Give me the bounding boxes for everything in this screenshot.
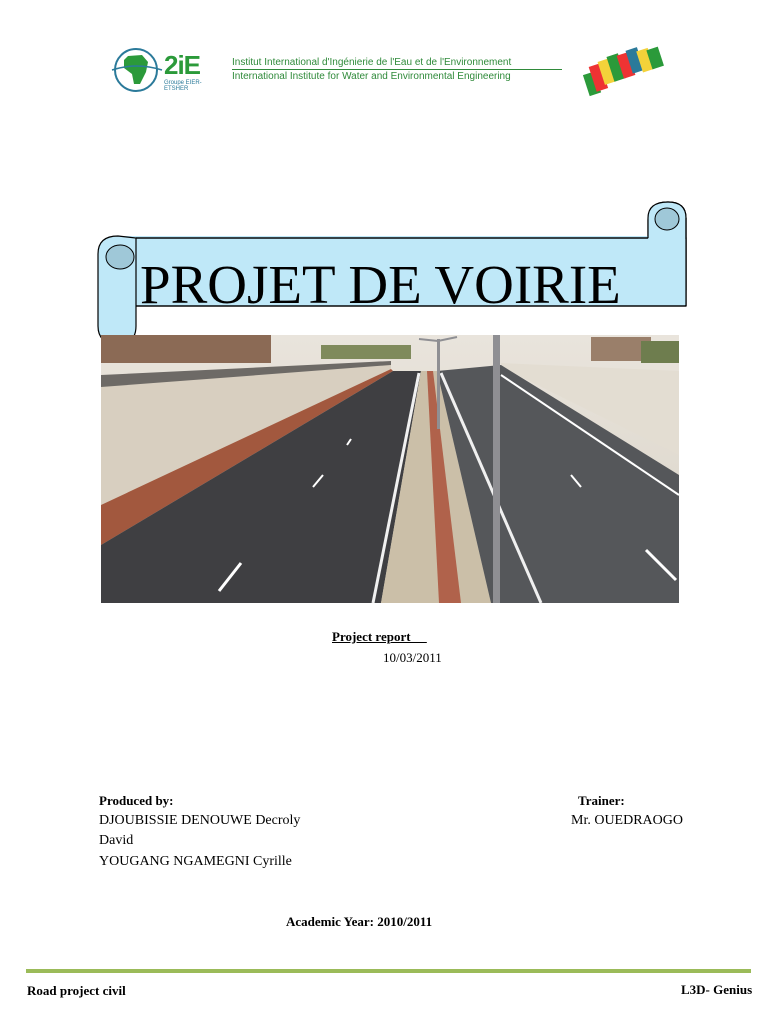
report-date: 10/03/2011 <box>383 650 442 665</box>
flags-icon <box>578 44 672 100</box>
institute-name-en: International Institute for Water and Environmental Engineering <box>232 71 511 82</box>
school-logo <box>110 44 210 94</box>
trainer-name: Mr. OUEDRAOGO <box>571 813 683 828</box>
footer-divider <box>26 969 751 973</box>
logo-subtext: Groupe EIER-ETSHER <box>164 80 202 92</box>
logo-text: 2iE <box>164 50 201 80</box>
footer-left-text: Road project civil <box>27 983 126 998</box>
produced-by-label: Produced by: <box>99 793 174 808</box>
road-photo <box>101 335 679 603</box>
author-name: YOUGANG NGAMEGNI Cyrille <box>99 854 292 869</box>
institute-name-fr: Institut International d'Ingénierie de l'Eau et de l'Environnement <box>232 56 562 70</box>
author-name: David <box>99 833 134 848</box>
academic-year: Academic Year: 2010/2011 <box>286 914 433 929</box>
institute-name <box>232 56 562 83</box>
report-label: Project report <box>332 629 427 644</box>
document-title: PROJET DE VOIRIE <box>140 254 621 315</box>
author-name: DJOUBISSIE DENOUWE Decroly <box>99 813 301 828</box>
trainer-label: Trainer: <box>578 793 625 808</box>
footer-right-text: L3D- Genius <box>681 982 753 997</box>
africa-globe-icon <box>110 44 164 94</box>
